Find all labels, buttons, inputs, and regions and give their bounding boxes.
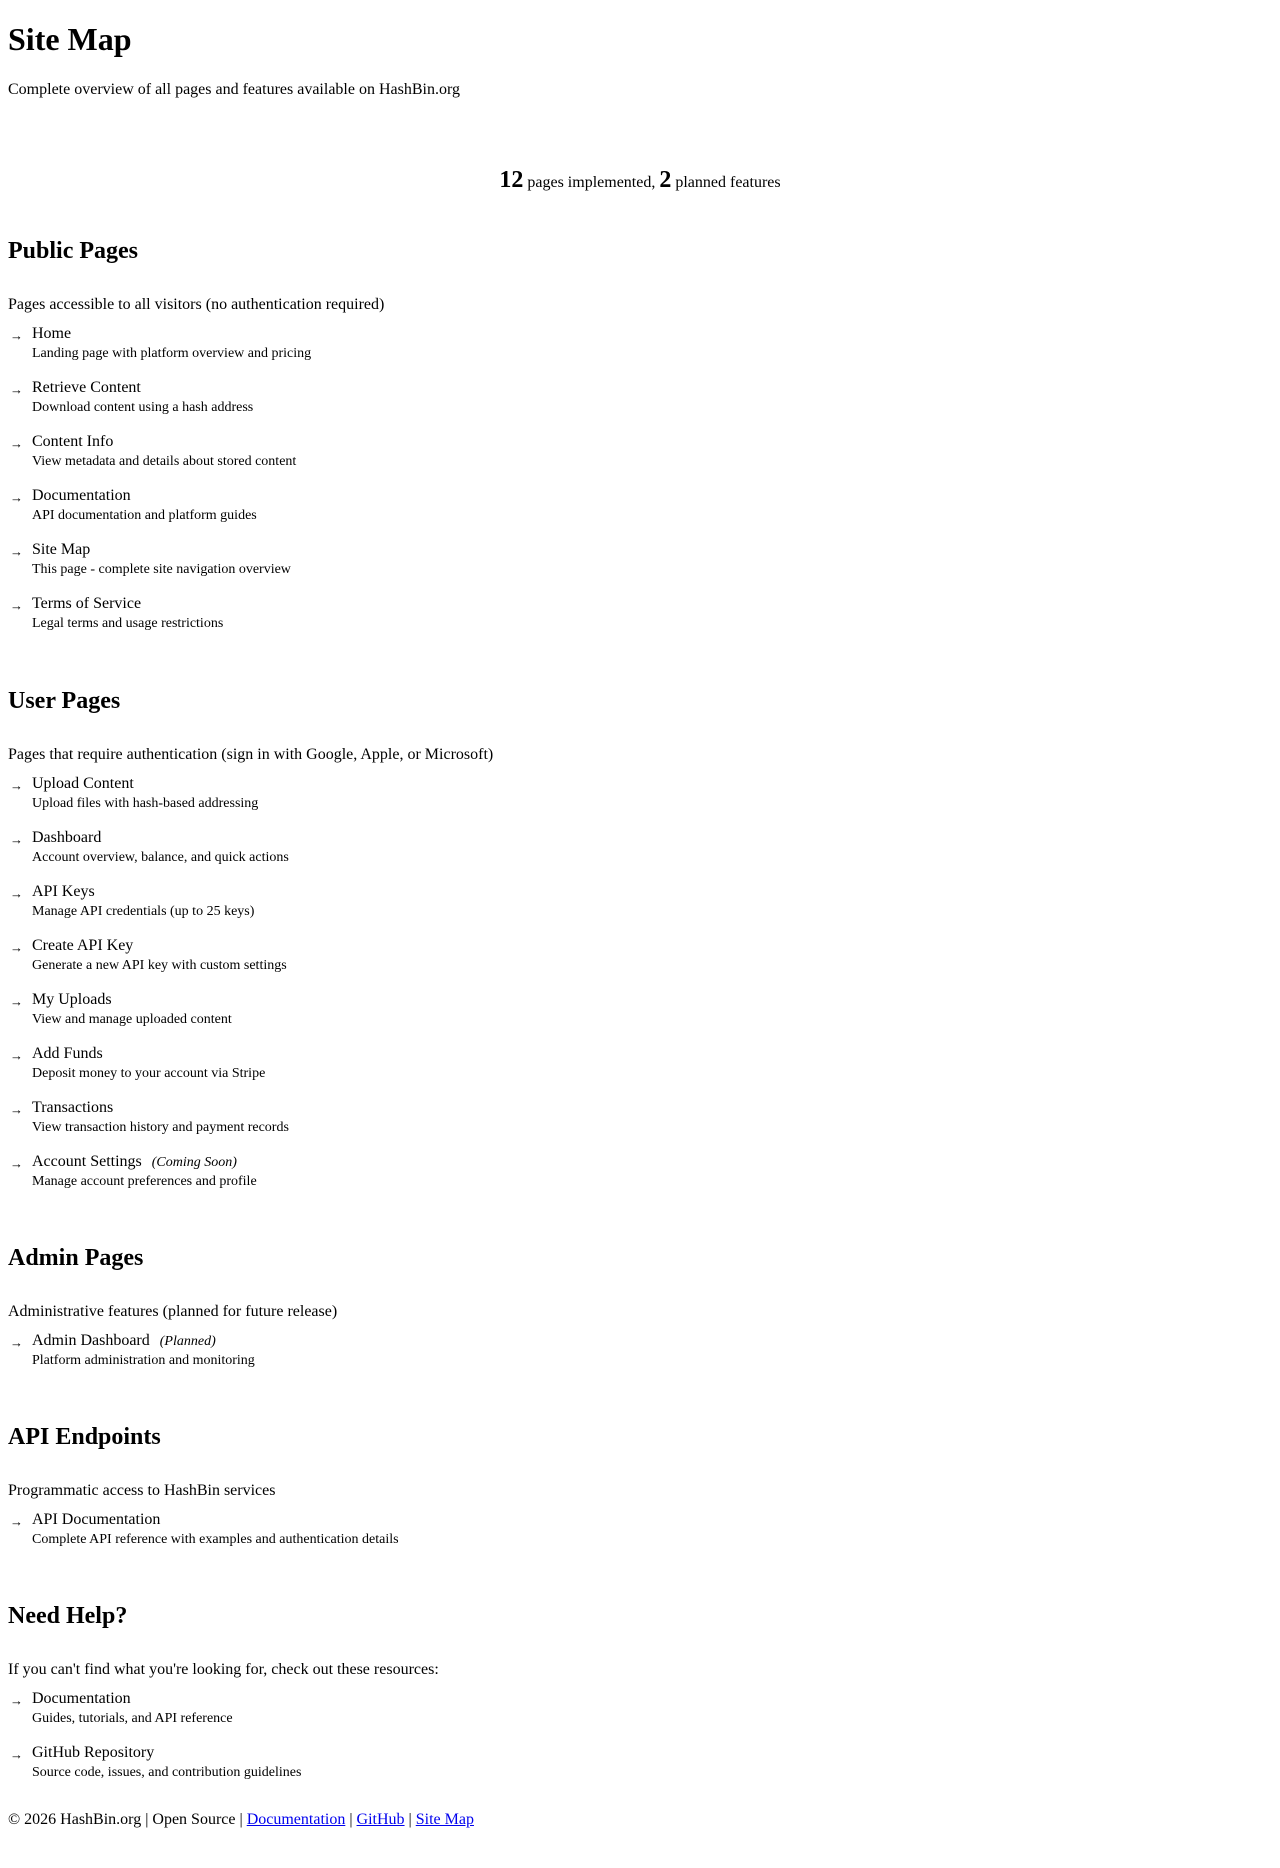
sitemap-sections [8,195,1272,1798]
arrow-right-icon: → [10,436,23,451]
list-item-account-settings [8,1153,1272,1207]
page-description: Upload files with hash-based addressing [32,796,259,811]
footer-link-github[interactable]: GitHub [356,1811,405,1828]
footer-separator: | [345,1811,357,1828]
status-badge: (Planned) [159,1334,216,1349]
section-public-pages [8,195,1272,649]
list-item-my-uploads [8,991,1272,1045]
list-item-api-keys [8,883,1272,937]
page-footer [8,1798,1272,1829]
list-item-home [8,325,1272,379]
page-description: Legal terms and usage restrictions [32,616,224,631]
section-heading: User Pages [8,688,121,714]
page-description: Account overview, balance, and quick actions [32,850,289,865]
page-description: Deposit money to your account via Stripe [32,1066,266,1081]
page-description: Complete API reference with examples and authentication details [32,1532,399,1547]
page-description: View transaction history and payment records [32,1120,289,1135]
page-description: API documentation and platform guides [32,508,257,523]
page-link[interactable]: Content Info [32,433,114,450]
footer-link-documentation[interactable]: Documentation [246,1811,346,1828]
list-item-api-documentation [8,1511,1272,1565]
section-heading: API Endpoints [8,1424,161,1450]
page-link[interactable]: Dashboard [32,829,102,846]
section-heading: Public Pages [8,238,138,264]
link-list [8,314,1272,649]
arrow-right-icon: → [10,544,23,559]
page-link[interactable]: Upload Content [32,775,134,792]
section-user-pages [8,649,1272,1207]
page-title: Site Map [8,21,132,57]
section-description: Pages accessible to all visitors (no authentication required) [8,296,385,313]
arrow-right-icon: → [10,1102,23,1117]
page-link[interactable]: Home [32,325,72,342]
planned-label: planned features [671,174,781,191]
page-link[interactable]: My Uploads [32,991,112,1008]
list-item-add-funds [8,1045,1272,1099]
page-description: Download content using a hash address [32,400,254,415]
page-description: Manage API credentials (up to 25 keys) [32,904,255,919]
list-item-retrieve-content [8,379,1272,433]
page-description: View and manage uploaded content [32,1012,232,1027]
stats-summary [8,99,1272,195]
section-description: Programmatic access to HashBin services [8,1482,276,1499]
page-link[interactable]: Admin Dashboard [32,1332,150,1349]
page-link[interactable]: Site Map [32,541,91,558]
page-description: View metadata and details about stored content [32,454,297,469]
section-heading: Admin Pages [8,1245,144,1271]
arrow-right-icon: → [10,1514,23,1529]
implemented-label: pages implemented, [523,174,660,191]
section-description: If you can't find what you're looking for, check out these resources: [8,1661,439,1678]
page-description: Landing page with platform overview and pricing [32,346,312,361]
list-item-dashboard [8,829,1272,883]
arrow-right-icon: → [10,1693,23,1708]
section-admin-pages [8,1207,1272,1386]
list-item-terms-of-service [8,595,1272,649]
list-item-site-map [8,541,1272,595]
implemented-count: 12 [499,167,524,193]
section-need-help [8,1565,1272,1798]
page-link[interactable]: API Keys [32,883,95,900]
section-description: Administrative features (planned for future release) [8,1303,338,1320]
arrow-right-icon: → [10,886,23,901]
list-item-documentation [8,1690,1272,1744]
list-item-transactions [8,1099,1272,1153]
page-description: Platform administration and monitoring [32,1353,255,1368]
arrow-right-icon: → [10,1048,23,1063]
page-link[interactable]: Account Settings [32,1153,142,1170]
page-link[interactable]: GitHub Repository [32,1744,155,1761]
arrow-right-icon: → [10,994,23,1009]
arrow-right-icon: → [10,382,23,397]
page-description: Guides, tutorials, and API reference [32,1711,233,1726]
arrow-right-icon: → [10,328,23,343]
page-description: This page - complete site navigation overview [32,562,291,577]
status-badge: (Coming Soon) [151,1155,237,1170]
arrow-right-icon: → [10,1156,23,1171]
page-link[interactable]: Transactions [32,1099,114,1116]
arrow-right-icon: → [10,1747,23,1762]
link-list [8,1500,1272,1565]
page-link[interactable]: Documentation [32,487,131,504]
arrow-right-icon: → [10,598,23,613]
arrow-right-icon: → [10,1335,23,1350]
footer-link-site-map[interactable]: Site Map [415,1811,474,1828]
list-item-create-api-key [8,937,1272,991]
list-item-github-repository [8,1744,1272,1798]
list-item-documentation [8,487,1272,541]
page-link[interactable]: Terms of Service [32,595,142,612]
page-link[interactable]: API Documentation [32,1511,161,1528]
page-description: Source code, issues, and contribution guidelines [32,1765,302,1780]
list-item-upload-content [8,775,1272,829]
section-api-endpoints [8,1386,1272,1565]
link-list [8,764,1272,1207]
page-description: Generate a new API key with custom settings [32,958,287,973]
arrow-right-icon: → [10,940,23,955]
arrow-right-icon: → [10,490,23,505]
link-list [8,1679,1272,1798]
footer-copyright: © 2026 HashBin.org | Open Source | [8,1811,247,1828]
page-link[interactable]: Add Funds [32,1045,103,1062]
section-heading: Need Help? [8,1603,128,1629]
list-item-content-info [8,433,1272,487]
footer-separator: | [404,1811,416,1828]
page-link[interactable]: Create API Key [32,937,134,954]
page-link[interactable]: Documentation [32,1690,131,1707]
planned-count: 2 [659,167,672,193]
page-link[interactable]: Retrieve Content [32,379,141,396]
arrow-right-icon: → [10,832,23,847]
page-subtitle: Complete overview of all pages and features available on HashBin.org [8,81,461,98]
arrow-right-icon: → [10,778,23,793]
page-description: Manage account preferences and profile [32,1174,257,1189]
list-item-admin-dashboard [8,1332,1272,1386]
link-list [8,1321,1272,1386]
section-description: Pages that require authentication (sign in with Google, Apple, or Microsoft) [8,746,494,763]
